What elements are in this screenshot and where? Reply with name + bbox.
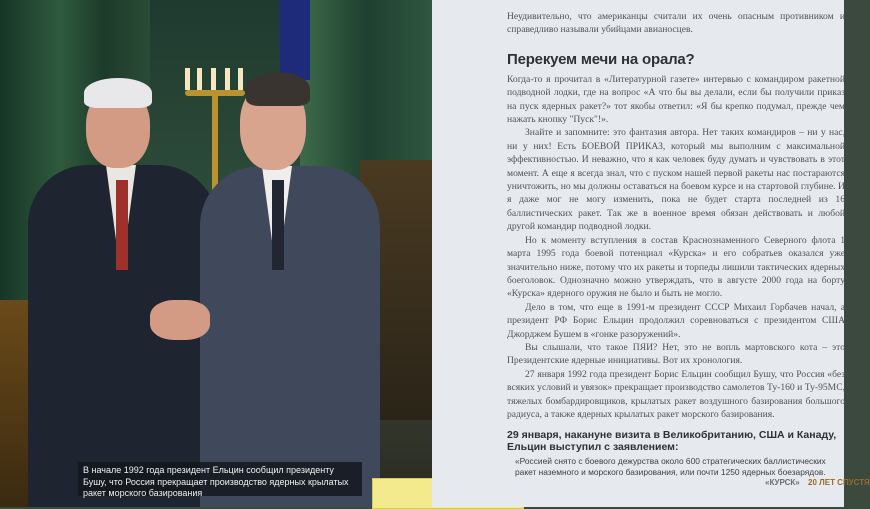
- quote: «Россией снято с боевого дежурства около 600 стратегических баллистических ракет наземного и морского базирования, или почти 1250 ядерных боезарядов.: [515, 456, 826, 478]
- article-photo: [0, 0, 432, 507]
- handshake: [150, 300, 210, 340]
- text-column: [507, 10, 845, 478]
- flag: [280, 0, 310, 80]
- text-page: [432, 0, 844, 507]
- footer-series: 20 ЛЕТ СПУСТЯ: [808, 478, 870, 487]
- paragraph: 27 января 1992 года президент Борис Ельцин сообщил Бушу, что Россия «без всяких условий и увязок» прекращает производство самолетов Ту-160 и Ту-95МС, тяжелых бомбардировщиков, крылатых ракет воздушного базирования большого радиуса, а также ядерных крылатых ракет морского базирования.: [507, 368, 845, 420]
- person-right: [200, 70, 380, 507]
- lead-paragraph: Неудивительно, что американцы считали их очень опасным противником и справедливо называли убийцами авианосцев.: [507, 11, 845, 36]
- subheading: 29 января, накануне визита в Великобританию, США и Канаду, Ельцин выступил с заявлением:: [507, 429, 837, 454]
- paragraph: Когда-то я прочитал в «Литературной газете» интервью с командиром ракетной подводной лодки, где на вопрос «А что бы вы делали, если бы получили приказ на пуск ядерных ракет?» тот якобы ответил: «Я бы крепко подумал, прежде чем нажать кнопку "Пуск"!».: [507, 73, 845, 126]
- person-left: [28, 70, 218, 507]
- photo-caption: В начале 1992 года президент Ельцин сообщил президенту Бушу, что Россия прекращает производство ядерных крылатых ракет морского базирования: [78, 462, 362, 496]
- footer-brand: «КУРСК»: [765, 478, 800, 487]
- paragraph: Знайте и запомните: это фантазия автора. Нет таких командиров – ни у нас, ни у них! Есть БОЕВОЙ ПРИКАЗ, который мы выполним с максимальной эффективностью. И неважно, что я как человек буду думать и чувствовать в этот момент. А еще я всегда знал, что с пуском нашей первой ракеты нас постараются уничтожить, но мы должны оставаться на боевом курсе и на стартовой глубине. И я даже мог не могу изменить, пока не будет старта последней из 16 баллистических ракет. Так же в военное время обязан действовать и любой другой командир подводной лодки.: [507, 127, 845, 233]
- paragraph: Дело в том, что еще в 1991-м президент СССР Михаил Горбачев начал, а президент РФ Борис Ельцин продолжил соревноваться с президентом США Джорджем Бушем в «гонке разоружений».: [507, 301, 845, 340]
- section-heading: Перекуем мечи на орала?: [507, 50, 695, 68]
- paragraph: Но к моменту вступления в состав Краснознаменного Северного флота 1 марта 1995 года боевой потенциал «Курска» и его собратьев оказался уже значительно ниже, потому что их ракеты и торпеды лишили тактических ядерных боеголовок. Однозначно можно утверждать, что в августе 2000 года на борту «Курска» ядерного оружия не было и быть не могло.: [507, 234, 845, 300]
- paragraph: Вы слышали, что такое ПЯИ? Нет, это не вопль мартовского кота – это Президентские ядерные инициативы. Вот их хронология.: [507, 341, 845, 367]
